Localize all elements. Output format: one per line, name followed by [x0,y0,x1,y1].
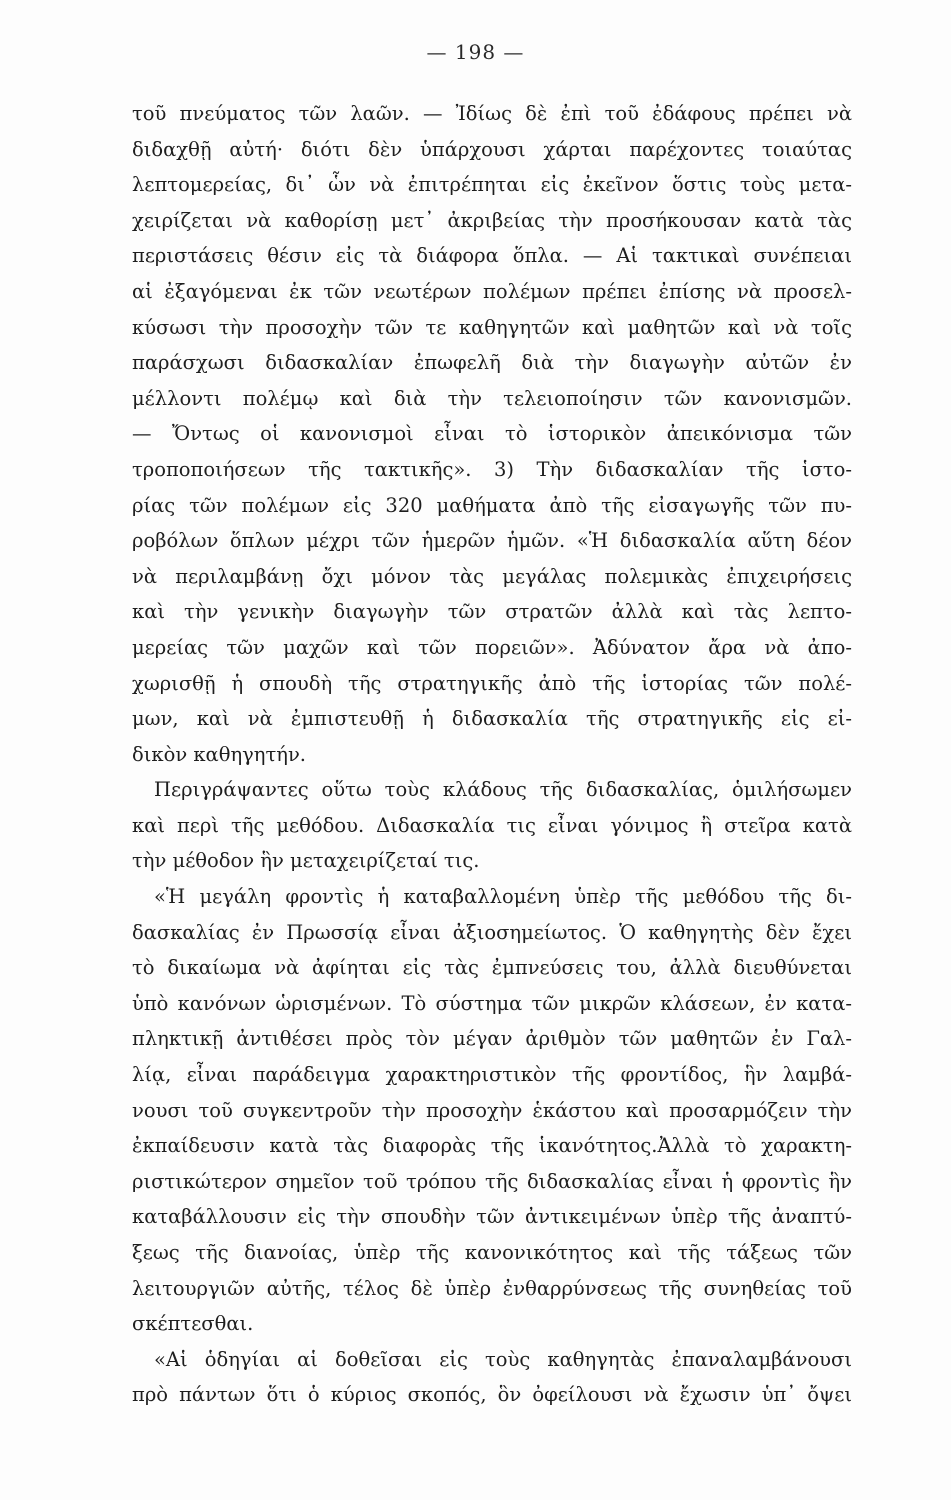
text-line: τὸ δικαίωμα νὰ ἀφίηται εἰς τὰς ἐμπνεύσεις του, ἀλλὰ διευθύνεται [132,956,852,980]
paragraph [132,772,852,879]
text-line: — Ὄντως οἱ κανονισμοὶ εἶναι τὸ ἱστορικὸν ἀπεικόνισμα τῶν [132,422,852,446]
text-line: πληκτικῇ ἀντιθέσει πρὸς τὸν μέγαν ἀριθμὸν τῶν μαθητῶν ἐν Γαλ- [132,1027,852,1051]
text-line: κύσωσι τὴν προσοχὴν τῶν τε καθηγητῶν καὶ μαθητῶν καὶ νὰ τοῖς [132,315,852,339]
paragraph [132,1342,852,1413]
text-line: καὶ τὴν γενικὴν διαγωγὴν τῶν στρατῶν ἀλλὰ καὶ τὰς λεπτο- [132,600,852,624]
text-line: μερείας τῶν μαχῶν καὶ τῶν πορειῶν». Ἀδύνατον ἄρα νὰ ἀπο- [132,635,852,659]
text-line: μέλλοντι πολέμῳ καὶ διὰ τὴν τελειοποίησιν τῶν κανονισμῶν. [132,386,852,410]
text-line: Περιγράψαντες οὕτω τοὺς κλάδους τῆς διδασκαλίας, ὁμιλήσωμεν [154,778,852,802]
text-line: «Ἡ μεγάλη φροντὶς ἡ καταβαλλομένη ὑπὲρ τῆς μεθόδου τῆς δι- [154,885,852,909]
text-line: ροβόλων ὅπλων μέχρι τῶν ἡμερῶν ἡμῶν. «Ἡ διδασκαλία αὕτη δέον [132,529,852,553]
paragraph [132,879,852,1342]
text-line: καταβάλλουσιν εἰς τὴν σπουδὴν τῶν ἀντικειμένων ὑπὲρ τῆς ἀναπτύ- [132,1205,852,1229]
text-line: αἱ ἐξαγόμεναι ἐκ τῶν νεωτέρων πολέμων πρέπει ἐπίσης νὰ προσελ- [132,279,852,303]
text-line: παράσχωσι διδασκαλίαν ἐπωφελῆ διὰ τὴν διαγωγὴν αὐτῶν ἐν [132,351,852,375]
text-line: δικὸν καθηγητήν. [132,742,307,766]
text-line: λεπτομερείας, δι᾽ ὧν νὰ ἐπιτρέπηται εἰς ἐκεῖνον ὅστις τοὺς μετα- [132,173,852,197]
text-line: μων, καὶ νὰ ἐμπιστευθῇ ἡ διδασκαλία τῆς στρατηγικῆς εἰς εἰ- [132,707,852,731]
text-line: δασκαλίας ἐν Πρωσσίᾳ εἶναι ἀξιοσημείωτος. Ὁ καθηγητὴς δὲν ἔχει [132,920,852,944]
text-line: περιστάσεις θέσιν εἰς τὰ διάφορα ὅπλα. — Αἱ τακτικαὶ συνέπειαι [132,244,852,268]
text-line: λειτουργιῶν αὐτῆς, τέλος δὲ ὑπὲρ ἐνθαρρύνσεως τῆς συνηθείας τοῦ [132,1276,852,1300]
text-line: λίᾳ, εἶναι παράδειγμα χαρακτηριστικὸν τῆς φροντίδος, ἣν λαμβά- [132,1063,852,1087]
text-line: τοῦ πνεύματος τῶν λαῶν. — Ἰδίως δὲ ἐπὶ τοῦ ἐδάφους πρέπει νὰ [132,102,852,125]
text-line: ξεως τῆς διανοίας, ὑπὲρ τῆς κανονικότητος καὶ τῆς τάξεως τῶν [132,1241,852,1264]
text-line: ἐκπαίδευσιν κατὰ τὰς διαφορὰς τῆς ἱκανότητος.Ἀλλὰ τὸ χαρακτη- [132,1134,852,1158]
text-line: τροποποιήσεων τῆς τακτικῆς». 3) Τὴν διδασκαλίαν τῆς ἱστο- [132,457,852,481]
text-line: ὑπὸ κανόνων ὡρισμένων. Τὸ σύστημα τῶν μικρῶν κλάσεων, ἐν κατα- [132,991,852,1015]
text-line: τὴν μέθοδον ἣν μεταχειρίζεταί τις. [132,849,480,873]
text-line: νὰ περιλαμβάνῃ ὄχι μόνον τὰς μεγάλας πολεμικὰς ἐπιχειρήσεις [132,564,852,588]
text-line: σκέπτεσθαι. [132,1312,254,1336]
text-line: ρίας τῶν πολέμων εἰς 320 μαθήματα ἀπὸ τῆς εἰσαγωγῆς τῶν πυ- [132,493,852,517]
text-line: χωρισθῇ ἡ σπουδὴ τῆς στρατηγικῆς ἀπὸ τῆς ἱστορίας τῶν πολέ- [132,671,852,695]
body-text [132,96,852,1413]
paragraph [132,96,852,772]
text-line: διδαχθῇ αὐτή· διότι δὲν ὑπάρχουσι χάρται παρέχοντες τοιαύτας [132,137,852,161]
text-line: χειρίζεται νὰ καθορίσῃ μετ᾽ ἀκριβείας τὴν προσήκουσαν κατὰ τὰς [132,208,852,232]
text-line: πρὸ πάντων ὅτι ὁ κύριος σκοπός, ὃν ὀφείλουσι νὰ ἔχωσιν ὑπ᾽ ὄψει [132,1383,852,1407]
page-number: — 198 — [426,40,525,64]
text-line: καὶ περὶ τῆς μεθόδου. Διδασκαλία τις εἶναι γόνιμος ἢ στεῖρα κατὰ [132,813,852,837]
text-line: νουσι τοῦ συγκεντροῦν τὴν προσοχὴν ἑκάστου καὶ προσαρμόζειν τὴν [132,1098,852,1122]
text-line: «Αἱ ὁδηγίαι αἱ δοθεῖσαι εἰς τοὺς καθηγητὰς ἐπαναλαμβάνουσι [154,1347,852,1371]
text-line: ριστικώτερον σημεῖον τοῦ τρόπου τῆς διδασκαλίας εἶναι ἡ φροντὶς ἣν [132,1169,852,1193]
